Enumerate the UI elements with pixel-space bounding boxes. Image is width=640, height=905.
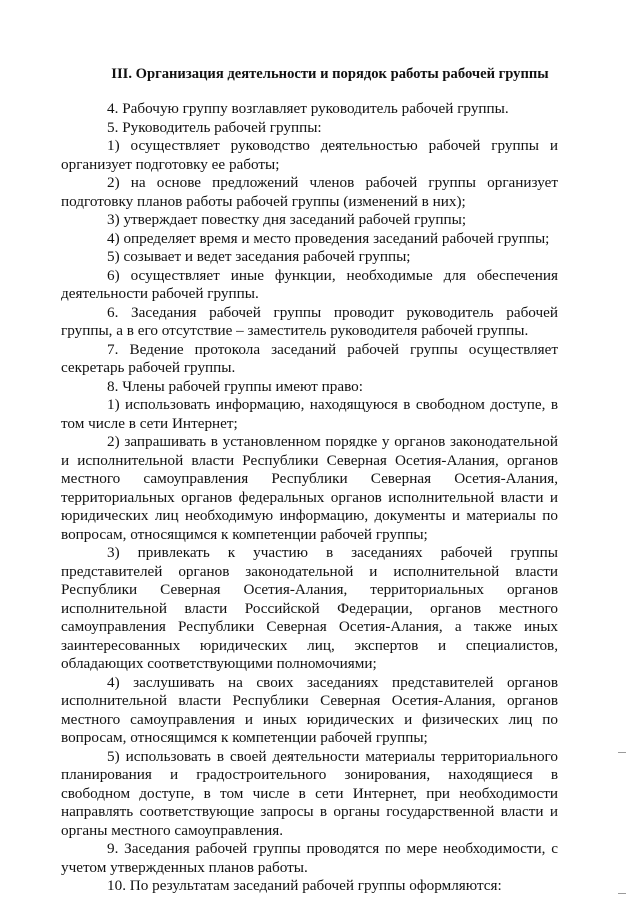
paragraph-8-item-5: 5) использовать в своей деятельности материалы территориального планирования и градостроительного зонирования, находящиеся в свободном доступе, в том числе в сети Интернет, при необходимости направлять соответствующие запросы в органы государственной власти и органы местного самоуправления. <box>61 747 558 839</box>
paragraph-9: 9. Заседания рабочей группы проводятся по мере необходимости, с учетом утвержденных планов работы. <box>61 840 558 876</box>
paragraph-10: 10. По результатам заседаний рабочей группы оформляются: <box>107 877 502 894</box>
paragraph-5-item-3: 3) утверждает повестку дня заседаний рабочей группы; <box>107 211 467 228</box>
paragraph-5-item-5: 5) созывает и ведет заседания рабочей группы; <box>107 248 411 265</box>
scan-margin-mark <box>618 752 626 753</box>
paragraph-5-item-6: 6) осуществляет иные функции, необходимые для обеспечения деятельности рабочей группы. <box>61 266 558 302</box>
paragraph-5-item-2: 2) на основе предложений членов рабочей группы организует подготовку планов работы рабочей группы (изменений в них); <box>61 174 558 210</box>
document-body <box>61 100 558 896</box>
paragraph-8-item-3: 3) привлекать к участию в заседаниях рабочей группы представителей органов законодательной и исполнительной власти Республики Северная Осетия-Алания, территориальных органов исполнительной власти Российской Федерации, органов местного самоуправления Республики Северная Осетия-Алания, а также иных заинтересованных юридических лиц, экспертов и специалистов, обладающих соответствующими полномочиями; <box>61 544 558 672</box>
scan-margin-mark <box>618 893 626 894</box>
paragraph-8-item-1: 1) использовать информацию, находящуюся в свободном доступе, в том числе в сети Интернет; <box>61 396 558 432</box>
paragraph-5-item-4: 4) определяет время и место проведения заседаний рабочей группы; <box>107 229 550 247</box>
paragraph-8-item-4: 4) заслушивать на своих заседаниях представителей органов исполнительной власти Республики Северная Осетия-Алания, органов местного самоуправления и иных юридических и физических лиц по вопросам, относящимся к компетенции рабочей группы; <box>61 673 558 746</box>
paragraph-4: 4. Рабочую группу возглавляет руководитель рабочей группы. <box>107 100 509 117</box>
section-title: III. Организация деятельности и порядок работы рабочей группы <box>111 66 549 82</box>
paragraph-7: 7. Ведение протокола заседаний рабочей группы осуществляет секретарь рабочей группы. <box>61 340 558 376</box>
paragraph-5-item-1: 1) осуществляет руководство деятельностью рабочей группы и организует подготовку ее работы; <box>61 137 558 173</box>
paragraph-8: 8. Члены рабочей группы имеют право: <box>107 377 363 395</box>
paragraph-5: 5. Руководитель рабочей группы: <box>107 118 322 136</box>
paragraph-8-item-2: 2) запрашивать в установленном порядке у органов законодательной и исполнительной власти Республики Северная Осетия-Алания, органов местного самоуправления Республики Северная Осетия-Алания, территориальных органов федеральных органов исполнительной власти и юридических лиц необходимую информацию, документы и материалы по вопросам, относящимся к компетенции рабочей группы; <box>61 433 558 543</box>
paragraph-6: 6. Заседания рабочей группы проводит руководитель рабочей группы, а в его отсутствие – заместитель руководителя рабочей группы. <box>61 303 558 339</box>
